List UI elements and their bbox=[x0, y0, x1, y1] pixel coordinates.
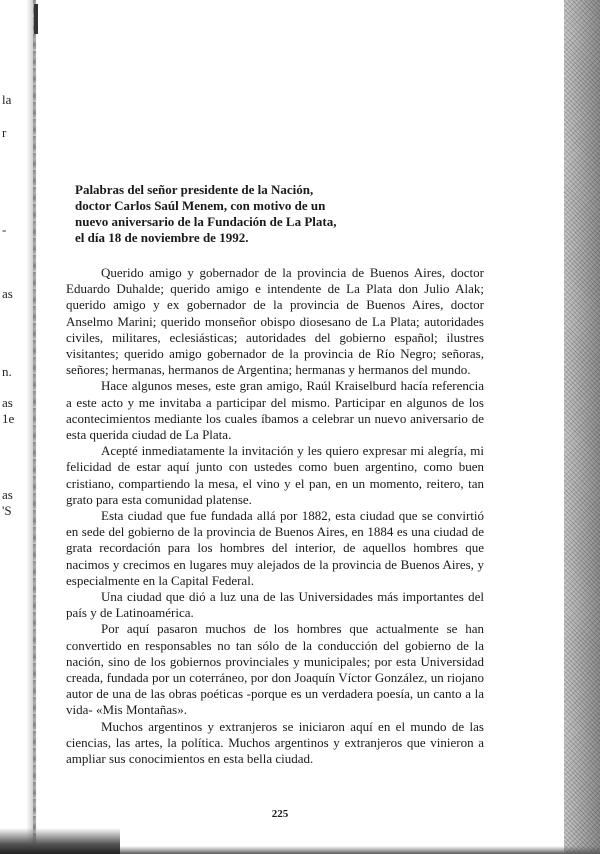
page-number: 225 bbox=[271, 808, 289, 820]
body-paragraph: Hace algunos meses, este gran amigo, Raúl Kraiselburd hacía referencia a este acto y me invitaba a participar del mismo. Participar en algunos de los acontecimientos mediante los cuales íbamos a celebrar un nuevo aniversario de esta querida ciudad de La Plata. bbox=[66, 378, 484, 443]
speech-body bbox=[66, 265, 484, 767]
margin-fragment: la bbox=[2, 92, 12, 107]
margin-fragment: as bbox=[2, 395, 13, 410]
margin-fragment: 1e bbox=[2, 411, 15, 426]
margin-fragment: as bbox=[2, 286, 13, 301]
margin-fragment: n. bbox=[2, 364, 12, 379]
margin-fragment: - bbox=[2, 222, 7, 237]
margin-fragment: r bbox=[2, 125, 7, 140]
speech-title-line: Palabras del señor presidente de la Nación, bbox=[75, 182, 314, 197]
scan-right-edge bbox=[564, 0, 600, 854]
book-spine-shadow bbox=[33, 0, 36, 854]
scan-bottom-left-shade bbox=[0, 828, 120, 854]
body-paragraph: Una ciudad que dió a luz una de las Universidades más importantes del país y de Latinoamérica. bbox=[66, 589, 484, 621]
speech-title-line: nuevo aniversario de la Fundación de La Plata, bbox=[75, 214, 337, 229]
speech-title-line: el día 18 de noviembre de 1992. bbox=[75, 230, 249, 245]
margin-fragment: 'S bbox=[2, 503, 12, 518]
speech-title-line: doctor Carlos Saúl Menem, con motivo de un bbox=[75, 198, 326, 213]
body-paragraph: Acepté inmediatamente la invitación y les quiero expresar mi alegría, mi felicidad de estar aquí junto con ustedes como buen argentino, como buen cristiano, compartiendo la mesa, el vino y el pan, en un momento, reitero, tan grato para esta comunidad platense. bbox=[66, 443, 484, 507]
scan-mark bbox=[34, 4, 38, 34]
body-paragraph: Muchos argentinos y extranjeros se iniciaron aquí en el mundo de las ciencias, las artes, la política. Muchos argentinos y extranjeros que vinieron a ampliar sus conocimientos en esta bella ciudad. bbox=[66, 718, 484, 767]
speech-title bbox=[75, 182, 375, 246]
margin-fragment: as bbox=[2, 487, 13, 502]
body-paragraph: Por aquí pasaron muchos de los hombres que actualmente se han convertido en responsables no tan sólo de la conducción del gobierno de la nación, sino de los gobiernos provinciales y municipales; por esta Universidad creada, fundada por un coterráneo, por don Joaquín Víctor González, un riojano autor de una de las obras poéticas -porque es un verdadera poesía, un canto a la vida- «Mis Montañas». bbox=[66, 621, 484, 718]
body-paragraph: Esta ciudad que fue fundada allá por 1882, esta ciudad que se convirtió en sede del gobierno de la provincia de Buenos Aires, en 1884 es una ciudad de grata recordación para los hombres del interior, de aquellos hombres que nacimos y crecimos en lugares muy alejados de la provincia de Buenos Aires, y especialmente en la Capital Federal. bbox=[66, 508, 484, 588]
body-paragraph: Querido amigo y gobernador de la provincia de Buenos Aires, doctor Eduardo Duhalde; querido amigo e intendente de La Plata don Julio Alak; querido amigo y ex gobernador de la provincia de Buenos Aires, doctor Anselmo Marini; querido monseñor obispo diosesano de La Plata; autoridades civiles, militares, eclesiásticas; autoridades del gobierno español; ilustres visitantes; querido amigo gobernador de la provincia de Río Negro; señoras, señores; hermanas, hermanos de Argentina; hermanas y hermanos del mundo. bbox=[66, 265, 484, 378]
